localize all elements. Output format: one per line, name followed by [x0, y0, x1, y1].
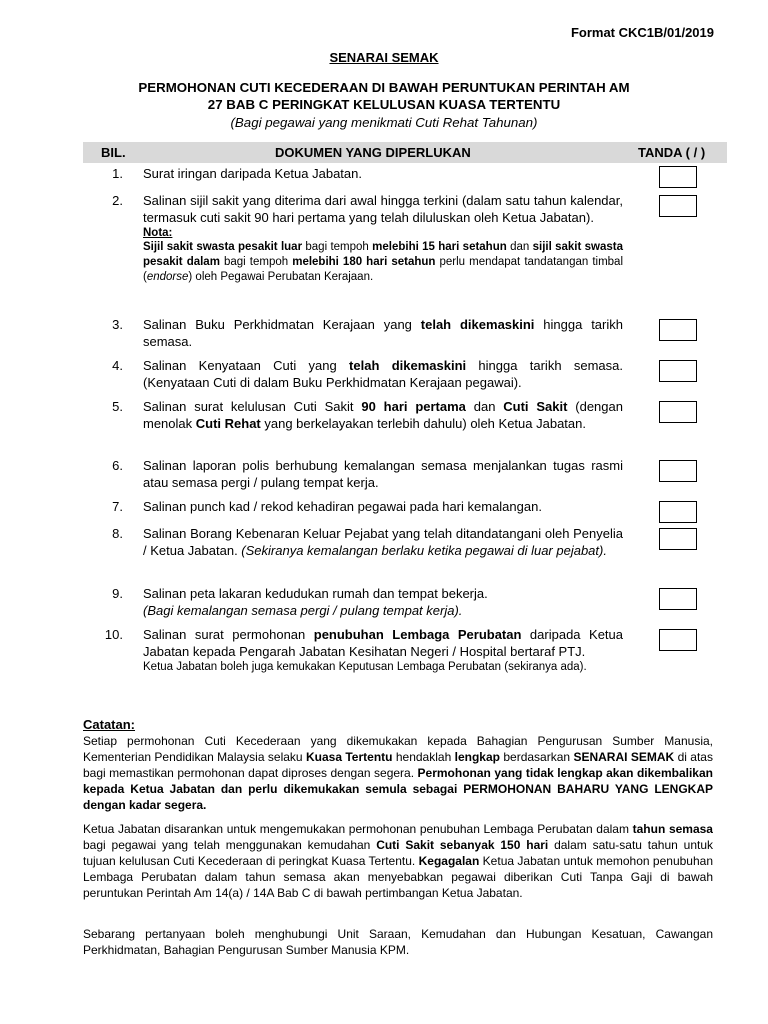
subtitle-line1: PERMOHONAN CUTI KECEDERAAN DI BAWAH PERUNTUKAN PERINTAH AM	[138, 80, 630, 95]
item-text: Salinan sijil sakit yang diterima dari awal hingga terkini (dalam satu tahun kalendar, termasuk cuti sakit 90 hari pertama yang telah diluluskan oleh Ketua Jabatan). Nota: Sijil sakit swasta pesakit luar bagi tempoh melebihi 15 hari setahun dan sijil sakit swasta pesakit dalam bagi tempoh melebihi 180 hari setahun perlu mendapat tandatangan timbal (endorse) oleh Pegawai Perubatan Kerajaan.	[143, 193, 624, 283]
item-text: Salinan surat permohonan penubuhan Lembaga Perubatan daripada Ketua Jabatan kepada Pengarah Jabatan Kesihatan Negeri / Hospital bertaraf PTJ. Ketua Jabatan boleh juga kemukakan Keputusan Lembaga Perubatan (sekiranya ada).	[143, 627, 623, 673]
tick-box[interactable]	[659, 501, 697, 523]
item-number: 10.	[104, 627, 123, 642]
table-header	[83, 142, 727, 163]
tick-box[interactable]	[659, 629, 697, 651]
catatan-paragraph-2: Ketua Jabatan disarankan untuk mengemukakan permohonan penubuhan Lembaga Perubatan dalam tahun semasa bagi pegawai yang telah menggunakan kemudahan Cuti Sakit sebanyak 150 hari dalam satu-satu tahun untuk tujuan kelulusan Cuti Kecederaan di peringkat Kuasa Tertentu. Kegagalan Ketua Jabatan untuk memohon penubuhan Lembaga Perubatan dalam tahun semasa akan menyebabkan pegawai diberikan Cuti Tanpa Gaji di bawah peruntukan Perintah Am 14(a) / 14A Bab C di bawah pertimbangan Ketua Jabatan.	[83, 822, 714, 900]
item-text: Salinan Borang Kebenaran Keluar Pejabat yang telah ditandatangani oleh Penyelia / Ketua Jabatan. (Sekiranya kemalangan berlaku ketika pegawai di luar pejabat).	[143, 526, 623, 558]
item-number: 6.	[112, 458, 123, 473]
item-text: Salinan surat kelulusan Cuti Sakit 90 hari pertama dan Cuti Sakit (dengan menolak Cuti Rehat yang berkelayakan terlebih dahulu) oleh Ketua Jabatan.	[143, 399, 623, 431]
format-code: Format CKC1B/01/2019	[570, 25, 714, 40]
col-tanda: TANDA ( / )	[638, 145, 706, 160]
col-doc: DOKUMEN YANG DIPERLUKAN	[275, 145, 471, 160]
tick-box[interactable]	[659, 588, 697, 610]
item-number: 5.	[112, 399, 123, 414]
item-number: 3.	[112, 317, 123, 332]
catatan-paragraph-1: Setiap permohonan Cuti Kecederaan yang dikemukakan kepada Bahagian Pengurusan Sumber Manusia, Kementerian Pendidikan Malaysia selaku Kuasa Tertentu hendaklah lengkap berdasarkan SENARAI SEMAK di atas bagi memastikan permohonan dapat diproses dengan segera. Permohonan yang tidak lengkap akan dikembalikan kepada Ketua Jabatan dan perlu dikemukakan semula sebagai PERMOHONAN BAHARU YANG LENGKAP dengan kadar segera.	[83, 734, 713, 812]
col-bil: BIL.	[101, 145, 126, 160]
item-text: Salinan Kenyataan Cuti yang telah dikemaskini hingga tarikh semasa. (Kenyataan Cuti di dalam Buku Perkhidmatan Kerajaan pegawai).	[143, 358, 623, 390]
tick-box[interactable]	[659, 360, 697, 382]
item-text: Salinan peta lakaran kedudukan rumah dan tempat bekerja. (Bagi kemalangan semasa pergi / pulang tempat kerja).	[143, 586, 488, 618]
item-number: 2.	[112, 193, 123, 208]
item-number: 1.	[112, 166, 123, 181]
item-number: 4.	[112, 358, 123, 373]
item-text: Salinan Buku Perkhidmatan Kerajaan yang telah dikemaskini hingga tarikh semasa.	[143, 317, 623, 349]
item-text: Salinan punch kad / rekod kehadiran pegawai pada hari kemalangan.	[143, 499, 542, 514]
tick-box[interactable]	[659, 166, 697, 188]
subtitle-line2: 27 BAB C PERINGKAT KELULUSAN KUASA TERTENTU	[207, 97, 561, 112]
tick-box[interactable]	[659, 401, 697, 423]
item-number: 9.	[112, 586, 123, 601]
tick-box[interactable]	[659, 460, 697, 482]
item-text: Salinan laporan polis berhubung kemalangan semasa menjalankan tugas rasmi atau semasa pergi / pulang tempat kerja.	[143, 458, 623, 490]
tick-box[interactable]	[659, 319, 697, 341]
catatan-paragraph-3: Sebarang pertanyaan boleh menghubungi Unit Saraan, Kemudahan dan Hubungan Kesatuan, Cawangan Perkhidmatan, Bahagian Pengurusan Sumber Manusia KPM.	[83, 927, 713, 957]
item-number: 7.	[112, 499, 123, 514]
tick-box[interactable]	[659, 195, 697, 217]
subtitle-note: (Bagi pegawai yang menikmati Cuti Rehat Tahunan)	[230, 115, 538, 130]
tick-box[interactable]	[659, 528, 697, 550]
catatan-heading: Catatan:	[83, 717, 136, 732]
page-title: SENARAI SEMAK	[329, 50, 439, 65]
item-number: 8.	[112, 526, 123, 541]
item-text: Surat iringan daripada Ketua Jabatan.	[143, 166, 362, 181]
